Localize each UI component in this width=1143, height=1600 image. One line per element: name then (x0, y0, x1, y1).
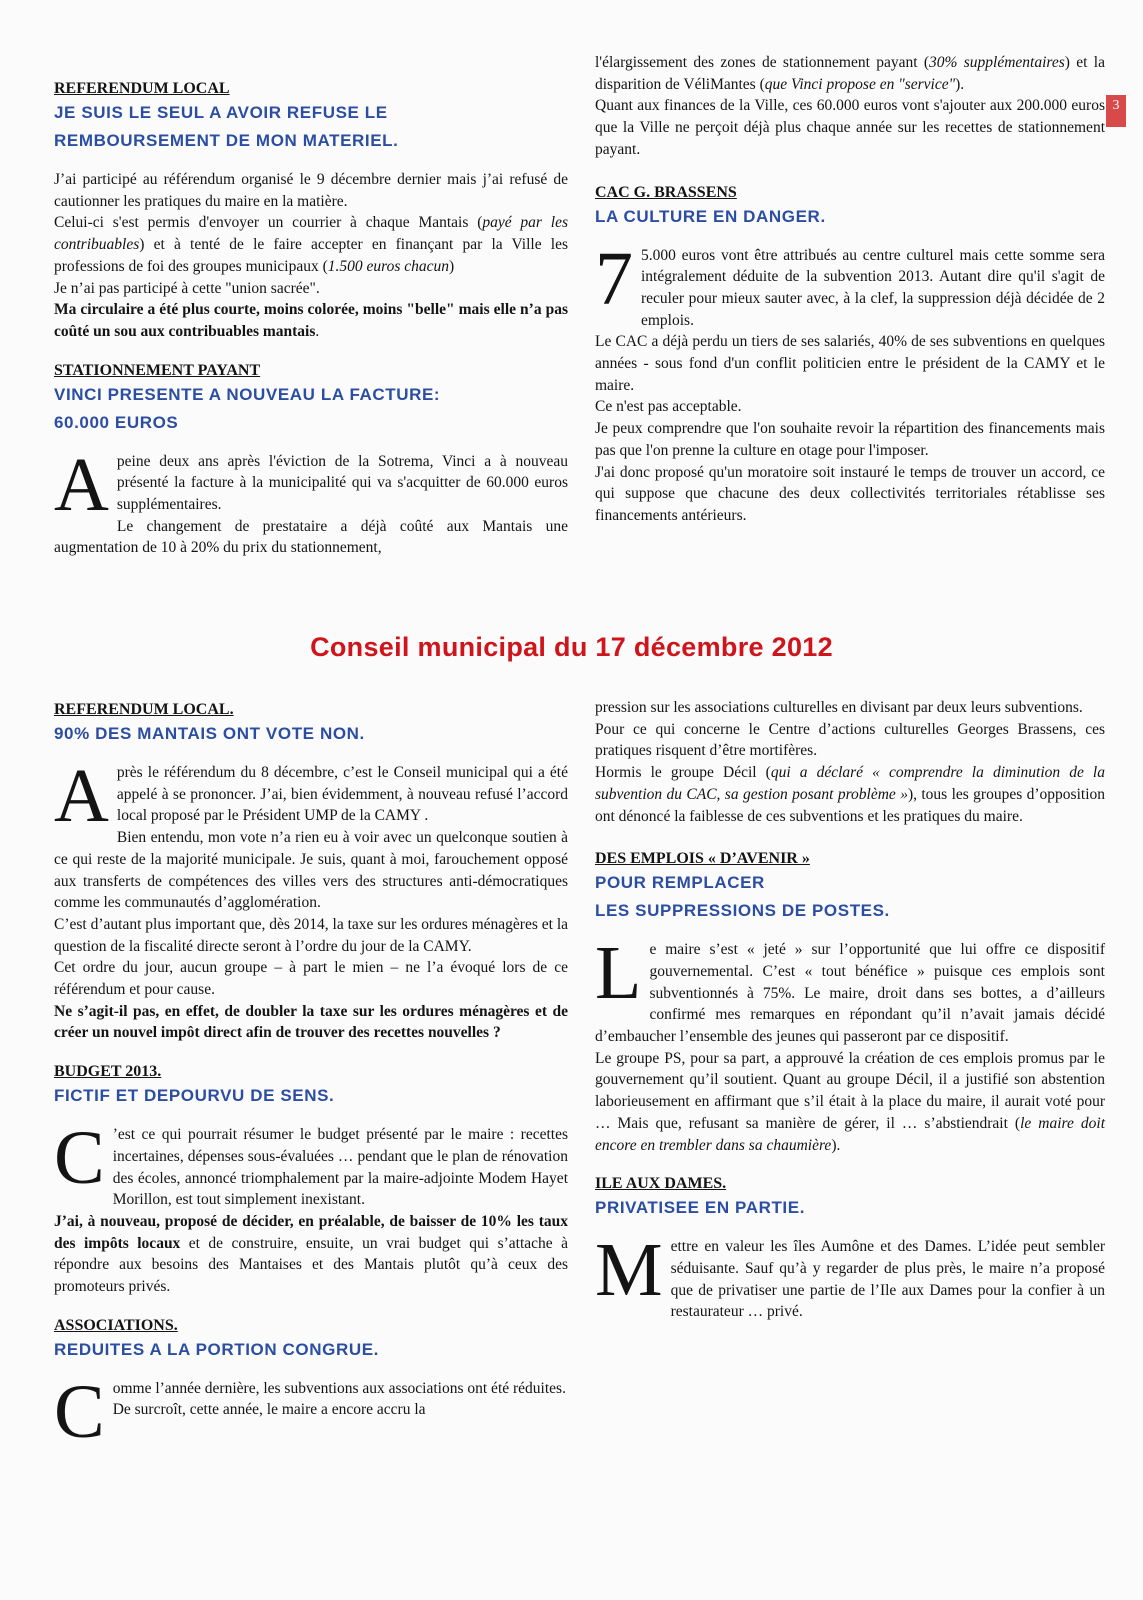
article-ile-aux-dames (595, 1174, 1105, 1323)
drop-cap: L (595, 931, 642, 1016)
paragraph: C ’est ce qui pourrait résumer le budget présenté par le maire : recettes incertaines, dépenses sous-évaluées … pendant que le plan de rénovation des écoles, annoncé triomphalement par la maire-adjointe Modem Hayet Morillon, est tout simplement inexistant. (54, 1116, 568, 1209)
paragraph: 7 5.000 euros vont être attribués au centre culturel mais cette somme sera intégralement déduite de la subvention 2013. Autant dire qu'il s'agit de reculer pour mieux sauter avec, à la clef, la suppression déjà décidée de 2 emplois. (595, 236, 1105, 329)
headline-remplacer-line1: POUR REMPLACER (595, 873, 765, 893)
paragraph: Bien entendu, mon vote n’a rien eu à voir avec un quelconque soutien à ce qui reste de la majorité municipale. Je suis, quant à moi, farouchement opposé aux transferts de compétences des villes vers des structures anti-démocratiques comme les communautés d’agglomération. (54, 829, 568, 912)
paragraph: pression sur les associations culturelles en divisant par deux leurs subventions. (595, 699, 1083, 716)
paragraph: Cet ordre du jour, aucun groupe – à part le mien – ne l’a évoqué lors de ce référendum et pour cause. (54, 959, 568, 999)
paragraph: Mettre en valeur les îles Aumône et des Dames. L’idée peut sembler séduisante. Sauf qu’à y regarder de plus près, le maire n’a proposé que de privatiser une partie de l’Ile aux Dames pour la confier à un restaurateur … privé. (595, 1228, 1105, 1321)
paragraph: Le groupe PS, pour sa part, a approuvé la création de ces emplois promus par le gouvernement qu’il soutient. Quant au groupe Décil, il a justifié son abstention laborieusement en affirmant que s’il était à la place du maire, il aurait voté pour … Mais que, refusant sa manière de gérer, il … s’abstiendrait (le maire doit encore en trembler dans sa chaumière). (595, 1049, 1105, 1154)
headline-culture: LA CULTURE EN DANGER. (595, 206, 826, 226)
kicker-stationnement: STATIONNEMENT PAYANT (54, 361, 261, 379)
kicker-emplois: DES EMPLOIS « D’AVENIR » (595, 850, 810, 868)
article-emplois-avenir (595, 849, 1105, 1156)
paragraph: Le CAC a déjà perdu un tiers de ses salariés, 40% de ses subventions en quelques années - sous fond d'un conflit politicien entre le président de la CAMY et le maire. (595, 333, 1105, 394)
article-referendum-vote (54, 700, 568, 1044)
kicker-cac: CAC G. BRASSENS (595, 183, 737, 201)
paragraph: Ne s’agit-il pas, en effet, de doubler la taxe sur les ordures ménagères et de créer un nouvel impôt direct afin de trouver des recettes nouvelles ? (54, 1002, 568, 1042)
page-number: 3 (1106, 95, 1126, 127)
paragraph: Apeine deux ans après l'éviction de la Sotrema, Vinci a à nouveau présenté la facture à la municipalité qui va s'acquitter de 60.000 euros supplémentaires. (54, 442, 568, 527)
article-cac-brassens (595, 183, 1105, 527)
drop-cap: A (54, 754, 109, 838)
headline-privatisee: PRIVATISEE EN PARTIE. (595, 1198, 806, 1218)
kicker-budget: BUDGET 2013. (54, 1063, 162, 1081)
headline-budget: FICTIF ET DEPOURVU DE SENS. (54, 1086, 335, 1106)
paragraph: Celui-ci s'est permis d'envoyer un courrier à chaque Mantais (payé par les contribuables) et à tenté de le faire accepter en finançant par la Ville les professions de foi des groupes municipaux (1.500 euros chacun) (54, 214, 568, 275)
headline-associations: REDUITES A LA PORTION CONGRUE. (54, 1339, 379, 1359)
drop-cap: C (54, 1369, 105, 1454)
paragraph: l'élargissement des zones de stationnement payant (30% supplémentaires) et la disparition de VéliMantes (que Vinci propose en "service"). (595, 54, 1105, 93)
bottom-left-column (54, 700, 568, 1454)
kicker-referendum: REFERENDUM LOCAL (54, 80, 230, 97)
paragraph: Hormis le groupe Décil (qui a déclaré « comprendre la diminution de la subvention du CAC, sa gestion posant problème »), tous les groupes d’opposition ont dénoncé la faiblesse de ces subventions et les pratiques du maire. (595, 764, 1105, 825)
kicker-ile-aux-dames: ILE AUX DAMES. (595, 1175, 727, 1193)
headline-refus-line2: REMBOURSEMENT DE MON MATERIEL. (54, 131, 399, 150)
headline-vinci-line2: 60.000 EUROS (54, 412, 179, 432)
kicker-associations: ASSOCIATIONS. (54, 1316, 178, 1334)
drop-cap: C (54, 1116, 105, 1201)
paragraph: Ma circulaire a été plus courte, moins colorée, moins "belle" mais elle n’a pas coûté un sou aux contribuables mantais. (54, 301, 568, 340)
paragraph: J’ai, à nouveau, proposé de décider, en préalable, de baisser de 10% les taux des impôts locaux et de construire, ensuite, un vrai budget qui s’attache à répondre aux besoins des Mantaises et des Mantais plutôt qu’à ceux des promoteurs privés. (54, 1212, 568, 1296)
article-associations (54, 1316, 568, 1454)
drop-cap: M (595, 1228, 663, 1313)
headline-vote-non: 90% DES MANTAIS ONT VOTE NON. (54, 724, 365, 743)
conseil-municipal-banner: Conseil municipal du 17 décembre 2012 (310, 632, 833, 662)
paragraph: C’est d’autant plus important que, dès 2014, la taxe sur les ordures ménagères et la question de la fiscalité directe seront à l’ordre du jour de la CAMY. (54, 915, 568, 955)
article-budget (54, 1062, 568, 1298)
drop-cap: 7 (595, 236, 633, 321)
article-stationnement (54, 361, 568, 560)
paragraph: Le maire s’est « jeté » sur l’opportunité que lui offre ce dispositif gouvernemental. C’est « tout bénéfice » puisque ces emplois sont subventionnés à 75%. Le maire, droit dans ses bottes, a d’ailleurs confirmé mes remarques en répondant qu’il n’avait jamais décidé d’embaucher l’ensemble des jeunes qui passeront par ce dispositif. (595, 931, 1105, 1046)
bottom-right-column (595, 697, 1105, 1323)
drop-cap: A (54, 442, 109, 527)
paragraph: Je n’ai pas participé à cette "union sacrée". (54, 279, 320, 297)
paragraph: Comme l’année dernière, les subventions aux associations ont été réduites. (54, 1369, 566, 1454)
paragraph: Ce n'est pas acceptable. (595, 398, 742, 416)
paragraph: J'ai donc proposé qu'un moratoire soit instauré le temps de trouver un accord, ce qui suppose que chacune des deux collectivités territoriales rétablisse ses financements antérieurs. (595, 463, 1105, 524)
article-referendum-materiel (54, 79, 568, 343)
paragraph: Le changement de prestataire a déjà coûté aux Mantais une augmentation de 10 à 20% du prix du stationnement, (54, 517, 568, 557)
paragraph: Je peux comprendre que l'on souhaite revoir la répartition des financements mais pas que l'on prenne la culture en otage pour l'imposer. (595, 420, 1105, 459)
paragraph: J’ai participé au référendum organisé le 9 décembre dernier mais j’ai refusé de cautionner les pratiques du maire en la matière. (54, 171, 568, 210)
paragraph: Après le référendum du 8 décembre, c’est le Conseil municipal qui a été appelé à se prononcer. J’ai, bien évidemment, à nouveau refusé l’accord local proposé par le Président UMP de la CAMY . (54, 754, 568, 838)
top-left-column (54, 79, 568, 559)
kicker-referendum-local: REFERENDUM LOCAL. (54, 701, 234, 718)
paragraph: De surcroît, cette année, le maire a encore accru la (112, 1401, 426, 1419)
top-right-column (595, 52, 1105, 527)
paragraph: Quant aux finances de la Ville, ces 60.000 euros vont s'ajouter aux 200.000 euros que la Ville ne perçoit déjà plus chaque année sur les recettes de stationnement payant. (595, 97, 1105, 158)
headline-refus-line1: JE SUIS LE SEUL A AVOIR REFUSE LE (54, 103, 388, 122)
headline-vinci-line1: VINCI PRESENTE A NOUVEAU LA FACTURE: (54, 384, 441, 404)
headline-remplacer-line2: LES SUPPRESSIONS DE POSTES. (595, 901, 890, 921)
paragraph: Pour ce qui concerne le Centre d’actions culturelles Georges Brassens, ces pratiques risquent d’être mortifères. (595, 720, 1105, 760)
